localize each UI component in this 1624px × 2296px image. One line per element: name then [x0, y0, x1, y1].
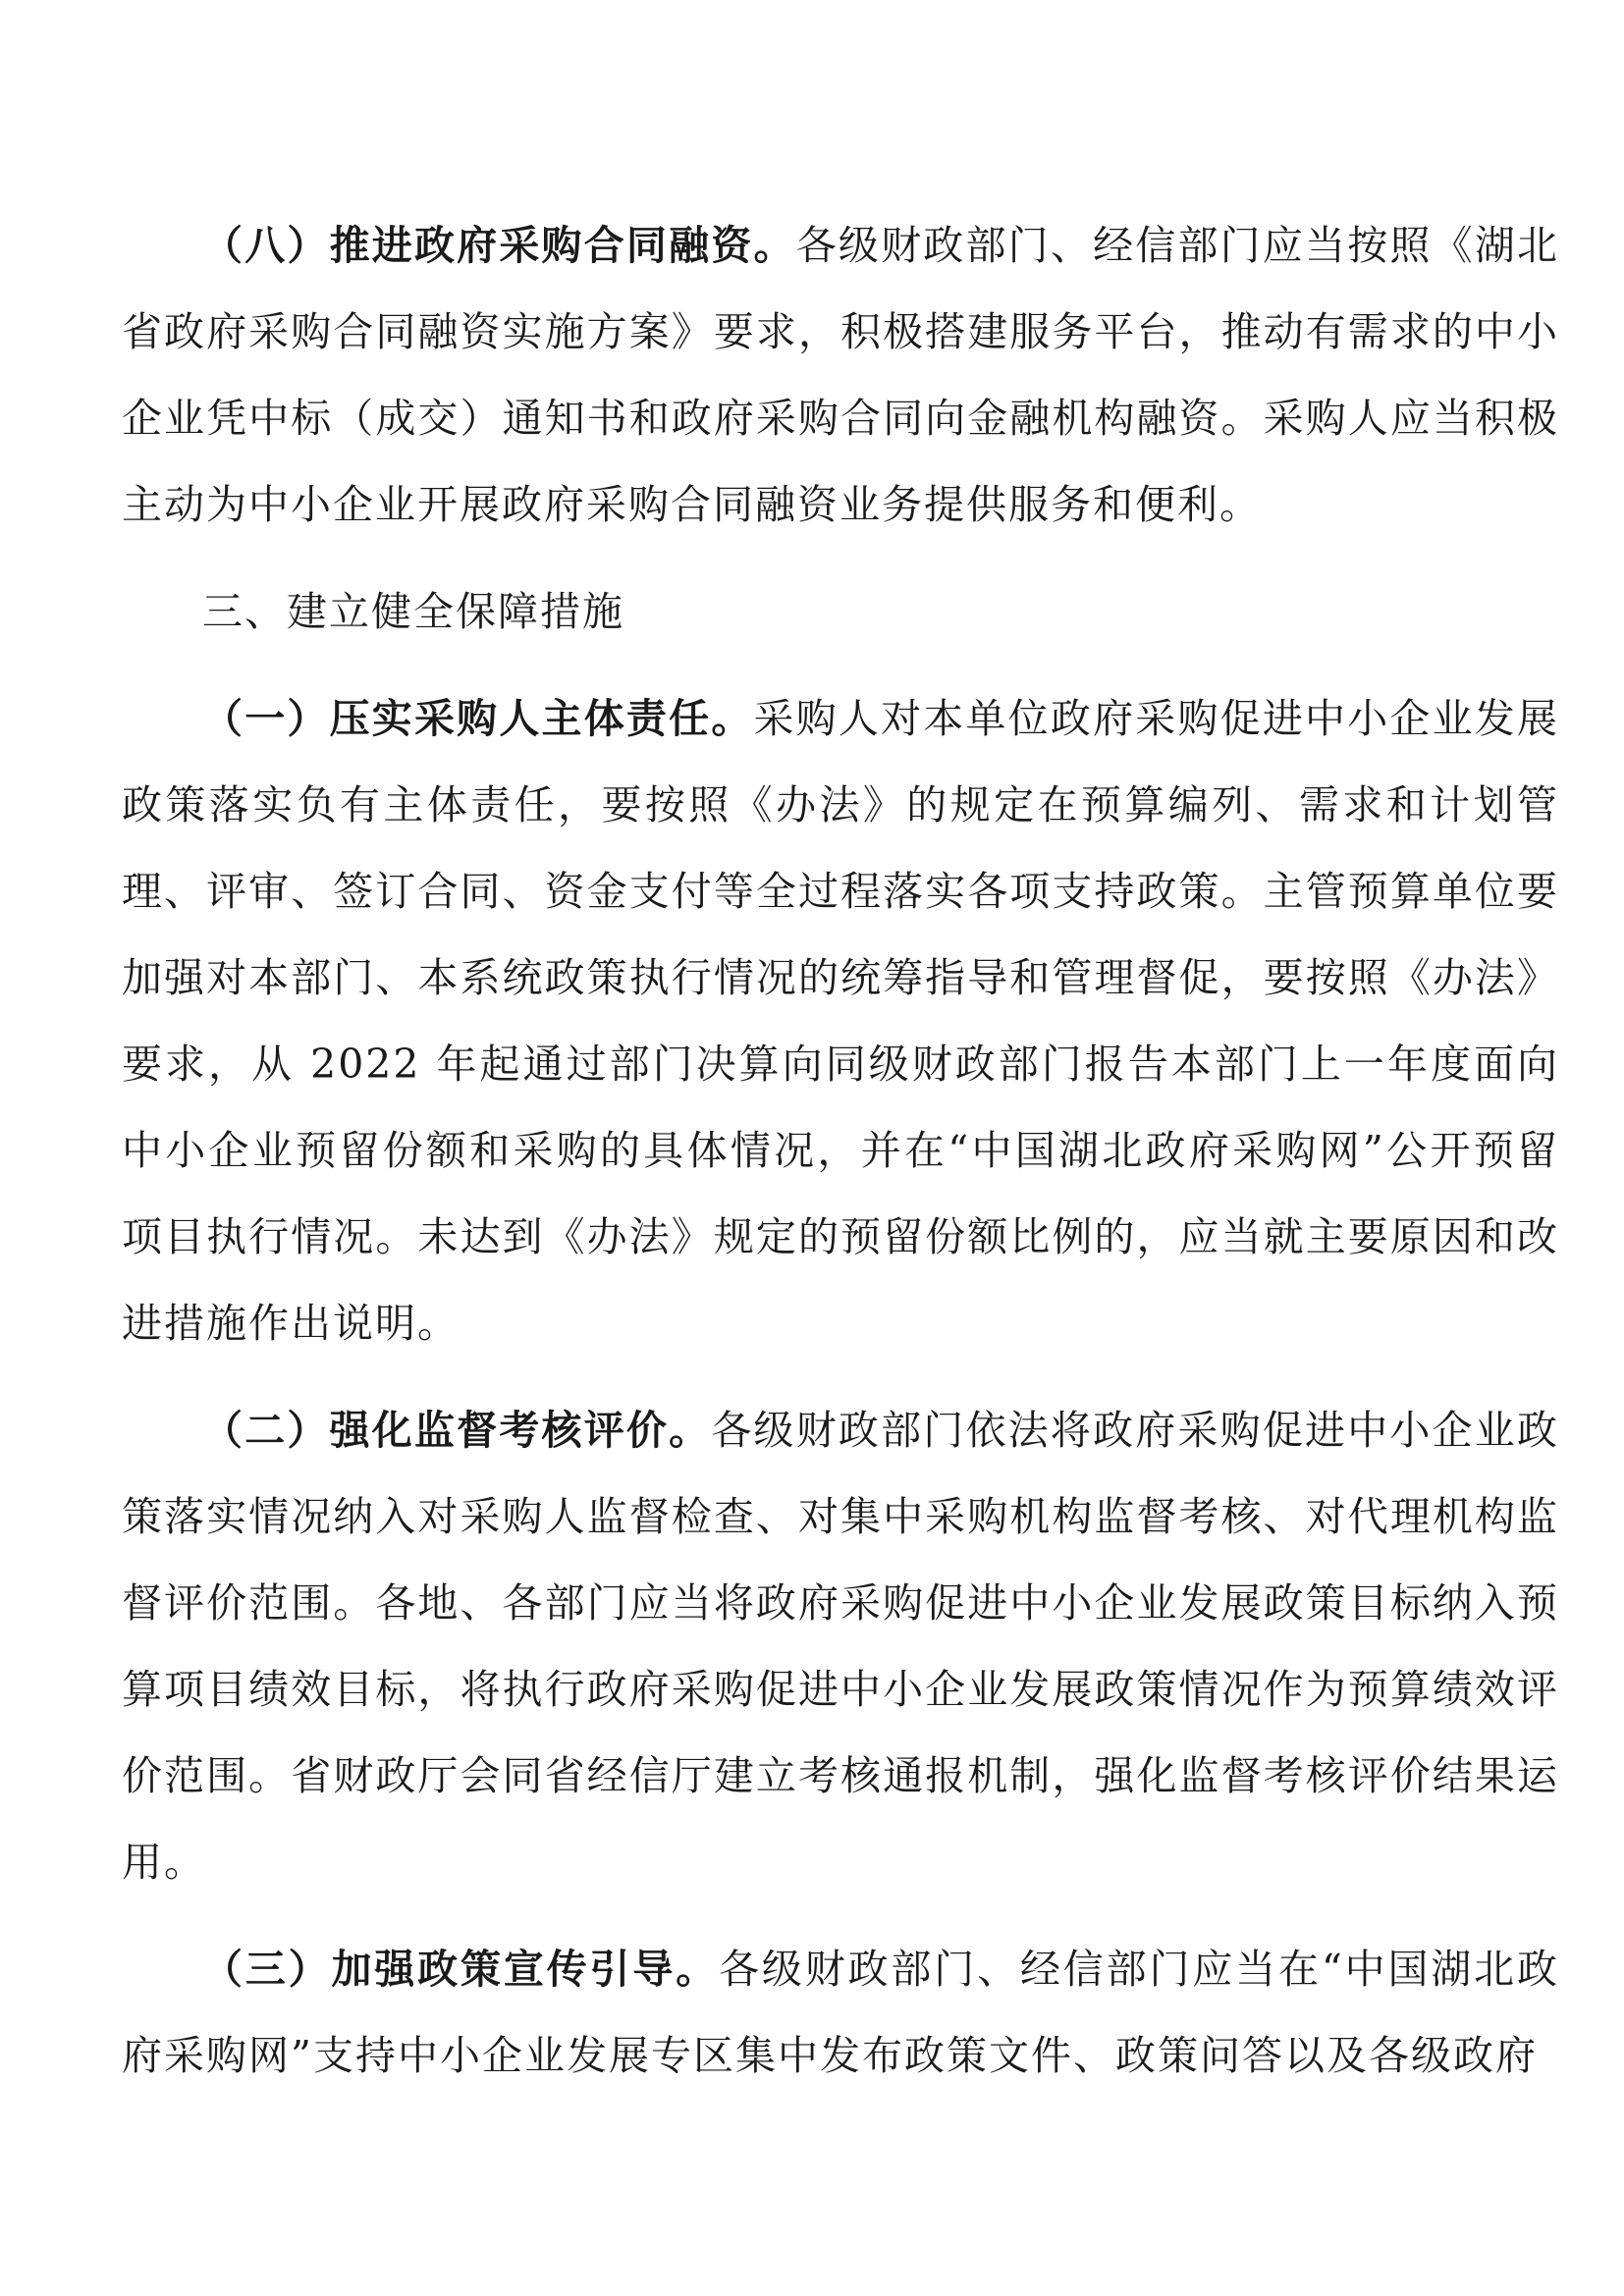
paragraph-body: 采购人对本单位政府采购促进中小企业发展政策落实负有主体责任，要按照《办法》的规定在预算编列、需求和计划管理、评审、签订合同、资金支付等全过程落实各项支持政策。主管预算单位要加强对本部门、本系统政策执行情况的统筹指导和管理督促，要按照《办法》要求，从 2022 年起通过部门决算向同级财政部门报告本部门上一年度面向中小企业预留份额和采购的具体情况，并在“中国湖北政府采购网”公开预留项目执行情况。未达到《办法》规定的预留份额比例的，应当就主要原因和改进措施作出说明。 [122, 695, 1559, 1347]
paragraph-body: 各级财政部门依法将政府采购促进中小企业政策落实情况纳入对采购人监督检查、对集中采购机构监督考核、对代理机构监督评价范围。各地、各部门应当将政府采购促进中小企业发展政策目标纳入预算项目绩效目标，将执行政府采购促进中小企业发展政策情况作为预算绩效评价范围。省财政厅会同省经信厅建立考核通报机制，强化监督考核评价结果运用。 [122, 1407, 1560, 1886]
paragraph-body: 各级财政部门、经信部门应当在“中国湖北政府采购网”支持中小企业发展专区集中发布政策文件、政策问答以及各级政府 [122, 1946, 1559, 2079]
paragraph-supervision-evaluation [122, 1387, 1559, 1905]
section-heading: 三、建立健全保障措施 [202, 588, 624, 635]
paragraph-lead: （八）推进政府采购合同融资。 [202, 222, 796, 269]
document-page [122, 202, 1559, 2099]
paragraph-lead: （二）强化监督考核评价。 [202, 1407, 712, 1454]
paragraph-lead: （三）加强政策宣传引导。 [202, 1946, 720, 1993]
paragraph-body: 各级财政部门、经信部门应当按照《湖北省政府采购合同融资实施方案》要求，积极搭建服务平台，推动有需求的中小企业凭中标（成交）通知书和政府采购合同向金融机构融资。采购人应当积极主动为中小企业开展政府采购合同融资业务提供服务和便利。 [122, 222, 1560, 528]
paragraph-policy-publicity [122, 1926, 1559, 2099]
paragraph-lead: （一）压实采购人主体责任。 [202, 695, 754, 742]
paragraph-contract-financing [122, 202, 1559, 548]
paragraph-purchaser-responsibility [122, 675, 1559, 1366]
